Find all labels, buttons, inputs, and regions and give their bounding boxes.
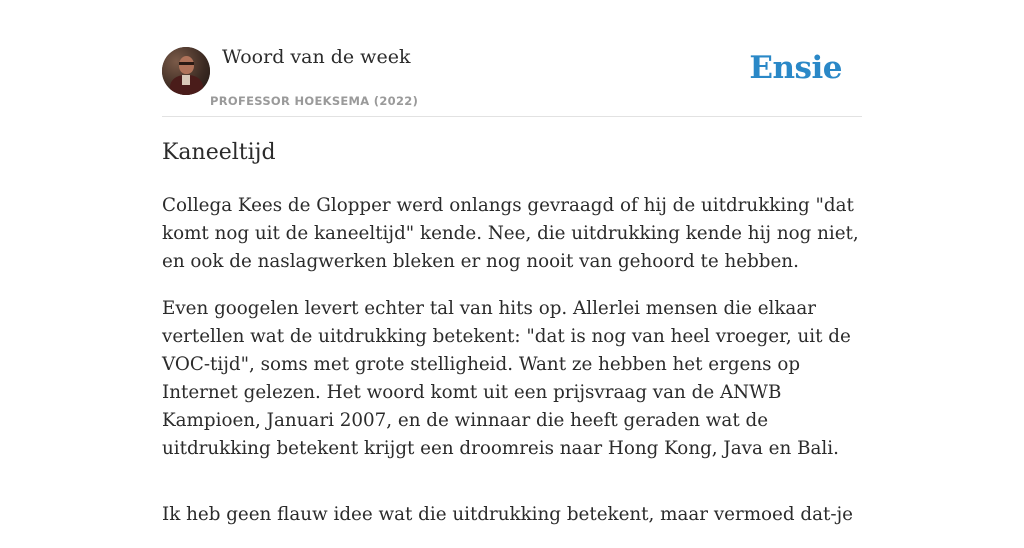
article-card (162, 0, 862, 525)
author-byline[interactable]: PROFESSOR HOEKSEMA (2022) (210, 94, 419, 108)
avatar-head (179, 56, 194, 74)
paragraph: Collega Kees de Glopper werd onlangs gevraagd of hij de uitdrukking "dat komt nog uit de kaneeltijd" kende. Nee, die uitdrukking kende hij nog niet, en ook de naslagwerken bleken er nog nooit van gehoord te hebben. (162, 195, 859, 272)
author-avatar[interactable] (162, 47, 210, 95)
paragraph: Ik heb geen flauw idee wat die uitdrukking betekent, maar vermoed dat-je (162, 504, 854, 525)
avatar-collar (182, 75, 190, 85)
publication-title[interactable]: Woord van de week (222, 46, 411, 68)
avatar-glasses (179, 62, 194, 65)
article-title: Kaneeltijd (162, 140, 276, 165)
ensie-logo[interactable]: Ensie (749, 50, 842, 86)
paragraph: Even googelen levert echter tal van hits op. Allerlei mensen die elkaar vertellen wat de uitdrukking betekent: "dat is nog van heel vroeger, uit de VOC-tijd", soms met grote stelligheid. Want ze hebben het ergens op Internet gelezen. Het woord komt uit een prijsvraag van de ANWB Kampioen, Januari 2007, en de winnaar die heeft geraden wat de uitdrukking betekent krijgt een droomreis naar Hong Kong, Java en Bali. (162, 298, 851, 459)
article-body (162, 192, 862, 548)
header (162, 0, 862, 117)
